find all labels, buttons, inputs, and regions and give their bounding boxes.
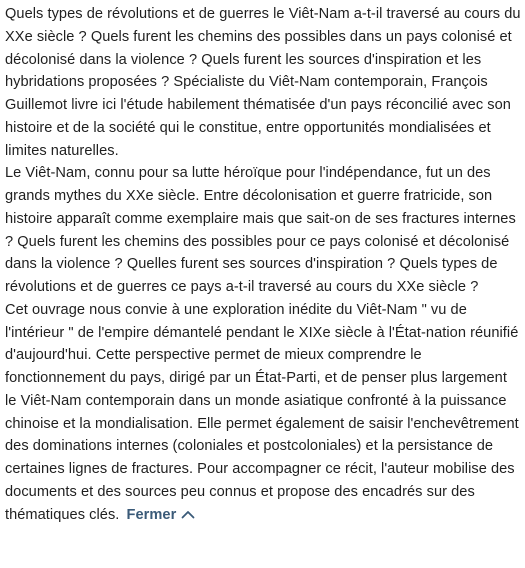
description-paragraph-1: Quels types de révolutions et de guerres le Viêt-Nam a-t-il traversé au cours du XXe siècle ? Quels furent les chemins des possibles dans un pays colonisé et décolonisé dans la violence ? Quels furent les sources d'inspiration et les hybridations proposées ? Spécialiste du Viêt-Nam contemporain, François Guillemot livre ici l'étude habilement thématisée d'un pays réconcilié avec son histoire et de la société qui le constitue, entre opportunités mondialisées et limites naturelles. — [5, 6, 521, 159]
description-paragraph-3 — [5, 299, 521, 527]
collapse-description-button[interactable] — [127, 504, 196, 527]
description-paragraph-3-text: Cet ouvrage nous convie à une exploration inédite du Viêt-Nam " vu de l'intérieur " de l'empire démantelé pendant le XIXe siècle à l'État-nation réunifié d'aujourd'hui. Cette perspective permet de mieux comprendre le fonctionnement du pays, dirigé par un État-Parti, et de penser plus largement le Viêt-Nam contemporain dans un monde asiatique confronté à la puissance chinoise et la mondialisation. Elle permet également de saisir l'enchevêtrement des dominations internes (coloniales et postcoloniales) et la persistance de certaines lignes de fractures. Pour accompagner ce récit, l'auteur mobilise des documents et des sources peu connus et propose des encadrés sur des thématiques clés. — [5, 301, 519, 523]
chevron-up-icon — [181, 510, 195, 519]
collapse-label: Fermer — [126, 506, 177, 523]
description-paragraph-2: Le Viêt-Nam, connu pour sa lutte héroïque pour l'indépendance, fut un des grands mythes du XXe siècle. Entre décolonisation et guerre fratricide, son histoire apparaît comme exemplaire mais que sait-on de ses fractures internes ? Quels furent les chemins des possibles pour ce pays colonisé et décolonisé dans la violence ? Quelles furent ses sources d'inspiration ? Quels types de révolutions et de guerres ce pays a-t-il traversé au cours du XXe siècle ? — [5, 165, 516, 295]
